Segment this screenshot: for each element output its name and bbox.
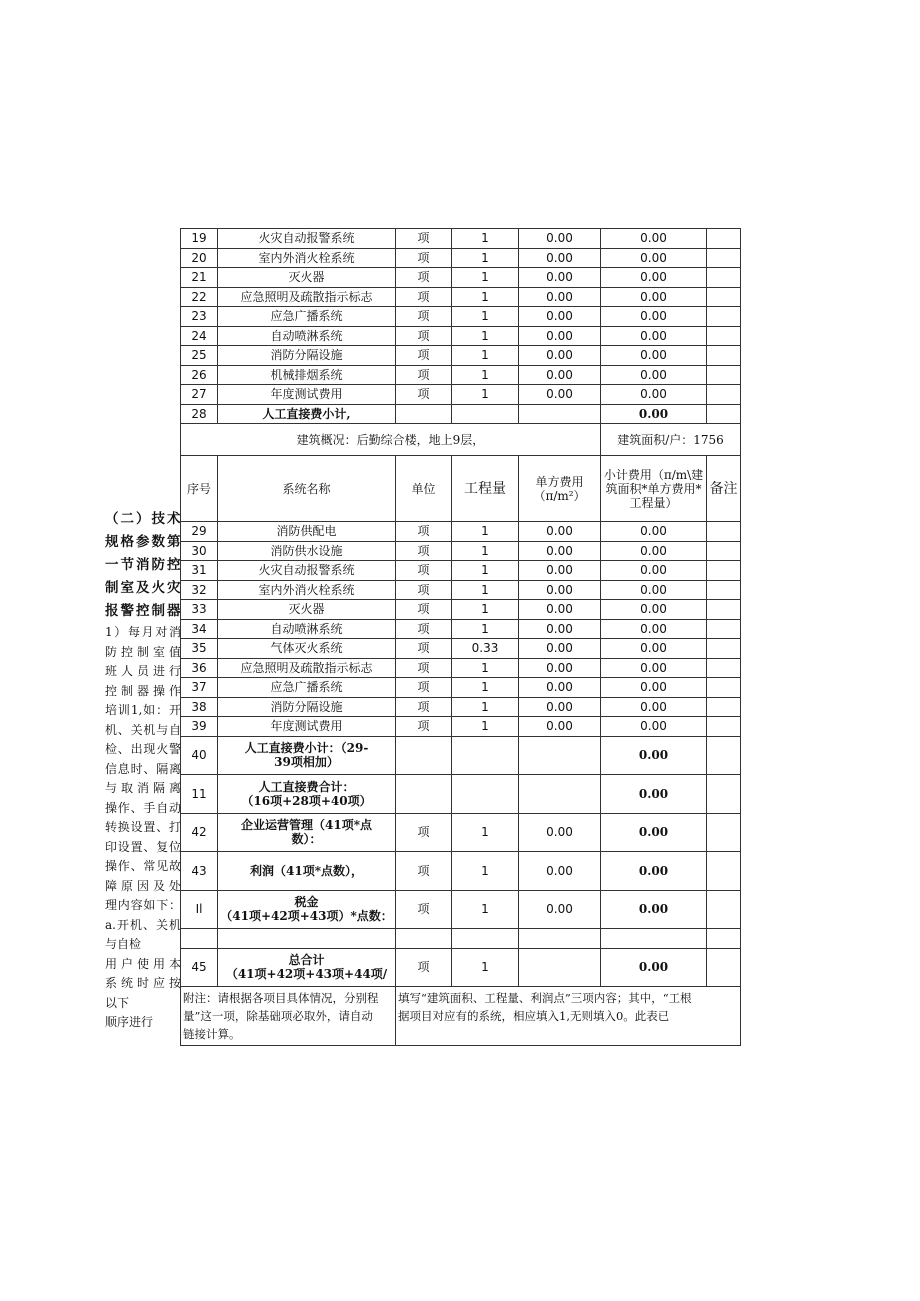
- header-qty: 工程量: [452, 456, 519, 522]
- row-number: 36: [181, 658, 218, 678]
- remark-cell: [707, 404, 741, 424]
- sidebar-heading-line: （二）技术: [105, 511, 181, 527]
- unit-price-cell: 0.00: [519, 639, 601, 659]
- table-row: [181, 229, 741, 249]
- remark-cell: [707, 948, 741, 987]
- summary-row: [181, 948, 741, 987]
- remark-cell: [707, 890, 741, 929]
- system-name: 人工直接费合计： （16项+28项+40项）: [218, 775, 396, 814]
- table-row: [181, 385, 741, 405]
- quantity-cell: 1: [452, 948, 519, 987]
- unit-price-cell: 0.00: [519, 522, 601, 542]
- unit-price-cell: 0.00: [519, 248, 601, 268]
- unit-price-cell: 0.00: [519, 717, 601, 737]
- table-row: [181, 287, 741, 307]
- system-name: 自动喷淋系统: [218, 619, 396, 639]
- sidebar-body-line: 与自检: [105, 937, 142, 951]
- system-name: 应急照明及疏散指示标志: [218, 287, 396, 307]
- unit-price-cell: 0.00: [519, 365, 601, 385]
- unit-cell: 项: [396, 717, 452, 737]
- remark-cell: [707, 619, 741, 639]
- sidebar-text: [105, 508, 181, 1033]
- sidebar-body-line: 检、出现火警: [105, 742, 181, 756]
- unit-price-cell: 0.00: [519, 268, 601, 288]
- spacer-row: [181, 929, 741, 949]
- quantity-cell: 1: [452, 717, 519, 737]
- sidebar-body-line: 理内容如下：: [105, 898, 181, 912]
- quantity-cell: 1: [452, 600, 519, 620]
- quantity-cell: 1: [452, 813, 519, 852]
- row-number: 29: [181, 522, 218, 542]
- unit-cell: 项: [396, 813, 452, 852]
- remark-cell: [707, 522, 741, 542]
- quantity-cell: 1: [452, 522, 519, 542]
- header-name: 系统名称: [218, 456, 396, 522]
- sidebar-body-line: 培训1,如：开: [105, 703, 181, 717]
- table-row: [181, 346, 741, 366]
- quantity-cell: 1: [452, 229, 519, 249]
- table-row: [181, 658, 741, 678]
- summary-row: [181, 813, 741, 852]
- table-row: [181, 697, 741, 717]
- subtotal-cell: 0.00: [601, 268, 707, 288]
- subtotal-cell: 0.00: [601, 365, 707, 385]
- system-name: 应急照明及疏散指示标志: [218, 658, 396, 678]
- remark-cell: [707, 813, 741, 852]
- unit-cell: 项: [396, 268, 452, 288]
- empty-cell: [452, 929, 519, 949]
- sidebar-body-line: a.开机、关机: [105, 917, 181, 932]
- quantity-cell: 1: [452, 346, 519, 366]
- subtotal-cell: 0.00: [601, 736, 707, 775]
- quantity-cell: 1: [452, 697, 519, 717]
- sidebar-body-line: 障原因及处: [105, 878, 181, 893]
- sidebar-body-line: 系统时应按: [105, 976, 181, 990]
- system-name: 利润（41项*点数），: [218, 852, 396, 891]
- subtotal-cell: 0.00: [601, 346, 707, 366]
- unit-cell: 项: [396, 365, 452, 385]
- subtotal-cell: 0.00: [601, 852, 707, 891]
- system-name: 年度测试费用: [218, 717, 396, 737]
- subtotal-cell: 0.00: [601, 600, 707, 620]
- table-row: [181, 307, 741, 327]
- subtotal-cell: 0.00: [601, 775, 707, 814]
- table-row: [181, 639, 741, 659]
- header-unit: 单位: [396, 456, 452, 522]
- system-name: 灭火器: [218, 268, 396, 288]
- quantity-cell: 1: [452, 561, 519, 581]
- unit-cell: 项: [396, 541, 452, 561]
- header-no: 序号: [181, 456, 218, 522]
- empty-cell: [519, 929, 601, 949]
- system-name: 消防供水设施: [218, 541, 396, 561]
- remark-cell: [707, 775, 741, 814]
- sidebar-heading-line: 一节消防控: [105, 557, 181, 573]
- row-number: 42: [181, 813, 218, 852]
- row-number: 23: [181, 307, 218, 327]
- table-row: [181, 600, 741, 620]
- row-number: 31: [181, 561, 218, 581]
- subtotal-cell: 0.00: [601, 287, 707, 307]
- row-number: 26: [181, 365, 218, 385]
- subtotal-cell: 0.00: [601, 813, 707, 852]
- unit-cell: 项: [396, 948, 452, 987]
- subtotal-cell: 0.00: [601, 385, 707, 405]
- row-number: 20: [181, 248, 218, 268]
- unit-cell: 项: [396, 619, 452, 639]
- sidebar-body-line: 班人员进行: [105, 664, 181, 678]
- unit-price-cell: [519, 736, 601, 775]
- summary-row: [181, 775, 741, 814]
- unit-cell: 项: [396, 287, 452, 307]
- quantity-cell: 1: [452, 852, 519, 891]
- system-name: 年度测试费用: [218, 385, 396, 405]
- sidebar-body-line: 信息时、隔离: [105, 761, 181, 776]
- unit-cell: 项: [396, 852, 452, 891]
- sidebar-body-line: 机、关机与自: [105, 722, 181, 737]
- subtotal-cell: 0.00: [601, 890, 707, 929]
- system-name: 灭火器: [218, 600, 396, 620]
- unit-price-cell: 0.00: [519, 229, 601, 249]
- remark-cell: [707, 287, 741, 307]
- quantity-cell: 1: [452, 890, 519, 929]
- sidebar-heading-line: 报警控制器: [105, 603, 181, 619]
- header-remark: 备注: [707, 456, 741, 522]
- empty-cell: [181, 929, 218, 949]
- unit-price-cell: 0.00: [519, 890, 601, 929]
- fee-table: [180, 228, 741, 1046]
- sidebar-heading-line: 制室及火灾: [105, 580, 181, 596]
- subtotal-row: [181, 404, 741, 424]
- subtotal-cell: 0.00: [601, 580, 707, 600]
- remark-cell: [707, 678, 741, 698]
- quantity-cell: 1: [452, 678, 519, 698]
- remark-cell: [707, 852, 741, 891]
- remark-cell: [707, 580, 741, 600]
- system-name: 总合计 （41项+42项+43项+44项/: [218, 948, 396, 987]
- row-number: 43: [181, 852, 218, 891]
- unit-cell: 项: [396, 522, 452, 542]
- unit-price-cell: 0.00: [519, 852, 601, 891]
- sidebar-heading-line: 规格参数第: [105, 534, 181, 550]
- subtotal-cell: 0.00: [601, 697, 707, 717]
- unit-price-cell: 0.00: [519, 561, 601, 581]
- system-name: 自动喷淋系统: [218, 326, 396, 346]
- unit-cell: 项: [396, 385, 452, 405]
- quantity-cell: 1: [452, 326, 519, 346]
- sidebar-body-line: 以下: [105, 995, 130, 1010]
- subtotal-cell: 0.00: [601, 717, 707, 737]
- unit-cell: 项: [396, 307, 452, 327]
- row-number: 22: [181, 287, 218, 307]
- unit-price-cell: [519, 775, 601, 814]
- quantity-cell: [452, 736, 519, 775]
- quantity-cell: 1: [452, 287, 519, 307]
- subtotal-cell: 0.00: [601, 229, 707, 249]
- unit-cell: 项: [396, 658, 452, 678]
- remark-cell: [707, 229, 741, 249]
- subtotal-cell: 0.00: [601, 248, 707, 268]
- unit-cell: [396, 775, 452, 814]
- sidebar-body-line: 控制器操作: [105, 683, 181, 698]
- system-name: 室内外消火栓系统: [218, 248, 396, 268]
- unit-cell: 项: [396, 697, 452, 717]
- sidebar-body-line: 印设置、复位: [105, 839, 181, 854]
- unit-price-cell: 0.00: [519, 307, 601, 327]
- row-number: 34: [181, 619, 218, 639]
- unit-price-cell: 0.00: [519, 385, 601, 405]
- system-name: 室内外消火栓系统: [218, 580, 396, 600]
- unit-price-cell: 0.00: [519, 580, 601, 600]
- unit-cell: 项: [396, 600, 452, 620]
- quantity-cell: 1: [452, 365, 519, 385]
- header-unit-price: 单方费用（π/m²）: [519, 456, 601, 522]
- row-number: Il: [181, 890, 218, 929]
- row-number: 37: [181, 678, 218, 698]
- system-name: 火灾自动报警系统: [218, 229, 396, 249]
- quantity-cell: [452, 775, 519, 814]
- subtotal-cell: 0.00: [601, 541, 707, 561]
- unit-price-cell: 0.00: [519, 326, 601, 346]
- quantity-cell: 1: [452, 307, 519, 327]
- remark-cell: [707, 385, 741, 405]
- table-row: [181, 678, 741, 698]
- row-number: 24: [181, 326, 218, 346]
- system-name: 人工直接费小计：（29- 39项相加）: [218, 736, 396, 775]
- subtotal-cell: 0.00: [601, 522, 707, 542]
- subtotal-cell: 0.00: [601, 639, 707, 659]
- summary-row: [181, 852, 741, 891]
- empty-cell: [707, 929, 741, 949]
- empty-cell: [601, 929, 707, 949]
- unit-cell: 项: [396, 326, 452, 346]
- subtotal-cell: 0.00: [601, 561, 707, 581]
- remark-cell: [707, 658, 741, 678]
- unit-cell: 项: [396, 346, 452, 366]
- row-number: 30: [181, 541, 218, 561]
- system-name: 火灾自动报警系统: [218, 561, 396, 581]
- empty-cell: [218, 929, 396, 949]
- quantity-cell: 1: [452, 248, 519, 268]
- table-row: [181, 365, 741, 385]
- remark-cell: [707, 365, 741, 385]
- empty-cell: [396, 929, 452, 949]
- system-name: 应急广播系统: [218, 678, 396, 698]
- subtotal-cell: 0.00: [601, 326, 707, 346]
- table-row: [181, 268, 741, 288]
- subtotal-cell: 0.00: [601, 948, 707, 987]
- remark-cell: [707, 248, 741, 268]
- subtotal-cell: 0.00: [601, 678, 707, 698]
- remark-cell: [707, 736, 741, 775]
- quantity-cell: 1: [452, 658, 519, 678]
- quantity-cell: 0.33: [452, 639, 519, 659]
- remark-cell: [707, 697, 741, 717]
- unit-price-cell: 0.00: [519, 600, 601, 620]
- unit-price-cell: 0.00: [519, 678, 601, 698]
- unit-price-cell: 0.00: [519, 541, 601, 561]
- unit-price-cell: 0.00: [519, 697, 601, 717]
- row-number: 40: [181, 736, 218, 775]
- header-subtotal: 小计费用（π/m\建筑面积*单方费用*工程量）: [601, 456, 707, 522]
- summary-row: [181, 890, 741, 929]
- table-row: [181, 326, 741, 346]
- unit-cell: 项: [396, 229, 452, 249]
- unit-price-cell: 0.00: [519, 619, 601, 639]
- note-left: 附注：请根据各项目具体情况，分别程 量”这一项，除基础项必取外，请自动 链接计算。: [181, 987, 396, 1046]
- subtotal-cell: 0.00: [601, 404, 707, 424]
- remark-cell: [707, 268, 741, 288]
- remark-cell: [707, 541, 741, 561]
- unit-cell: 项: [396, 248, 452, 268]
- system-name: 消防分隔设施: [218, 346, 396, 366]
- unit-cell: [396, 736, 452, 775]
- unit-price-cell: [519, 948, 601, 987]
- unit-cell: 项: [396, 561, 452, 581]
- row-number: 11: [181, 775, 218, 814]
- table-row: [181, 561, 741, 581]
- system-name: 税金 （41项+42项+43项）*点数：: [218, 890, 396, 929]
- sidebar-body-line: 防控制室值: [105, 644, 181, 659]
- note-right: 填写“建筑面积、工程量、利润点”三项内容；其中，“工根 据项目对应有的系统，相应填入1,无则填入0。此表已: [396, 987, 741, 1046]
- row-number: 32: [181, 580, 218, 600]
- sidebar-body-line: 与取消隔离: [105, 781, 181, 795]
- unit-cell: 项: [396, 580, 452, 600]
- system-name: 机械排烟系统: [218, 365, 396, 385]
- quantity-cell: 1: [452, 541, 519, 561]
- building-overview: 建筑概况：后勤综合楼，地上9层，: [181, 424, 601, 456]
- sidebar-body-line: 1）每月对消: [105, 625, 181, 639]
- table-row: [181, 522, 741, 542]
- unit-price-cell: 0.00: [519, 346, 601, 366]
- sidebar-body-line: 顺序进行: [105, 1015, 154, 1029]
- unit-price-cell: 0.00: [519, 813, 601, 852]
- subtotal-cell: 0.00: [601, 619, 707, 639]
- row-number: 35: [181, 639, 218, 659]
- system-name: 人工直接费小计,: [218, 404, 396, 424]
- quantity-cell: 1: [452, 619, 519, 639]
- unit-price-cell: 0.00: [519, 287, 601, 307]
- table-row: [181, 619, 741, 639]
- row-number: 21: [181, 268, 218, 288]
- sidebar-body-line: 转换设置、打: [105, 820, 181, 834]
- row-number: 28: [181, 404, 218, 424]
- subtotal-cell: 0.00: [601, 658, 707, 678]
- remark-cell: [707, 346, 741, 366]
- remark-cell: [707, 326, 741, 346]
- sidebar-body-line: 操作、常见故: [105, 859, 181, 873]
- table-row: [181, 541, 741, 561]
- subtotal-cell: 0.00: [601, 307, 707, 327]
- row-number: 45: [181, 948, 218, 987]
- row-number: 25: [181, 346, 218, 366]
- remark-cell: [707, 717, 741, 737]
- system-name: 消防供配电: [218, 522, 396, 542]
- summary-row: [181, 736, 741, 775]
- header-row: [181, 456, 741, 522]
- remark-cell: [707, 600, 741, 620]
- building-info-row: [181, 424, 741, 456]
- sidebar-body-line: 操作、手自动: [105, 800, 181, 815]
- row-number: 38: [181, 697, 218, 717]
- unit-price-cell: [519, 404, 601, 424]
- quantity-cell: 1: [452, 580, 519, 600]
- sidebar-body-line: 用户使用本: [105, 956, 181, 971]
- remark-cell: [707, 561, 741, 581]
- building-area: 建筑面积/户：1756: [601, 424, 741, 456]
- row-number: 19: [181, 229, 218, 249]
- unit-cell: 项: [396, 639, 452, 659]
- quantity-cell: 1: [452, 385, 519, 405]
- row-number: 39: [181, 717, 218, 737]
- remark-cell: [707, 639, 741, 659]
- system-name: 应急广播系统: [218, 307, 396, 327]
- unit-cell: 项: [396, 890, 452, 929]
- unit-cell: 项: [396, 678, 452, 698]
- table-row: [181, 717, 741, 737]
- unit-cell: [396, 404, 452, 424]
- quantity-cell: 1: [452, 268, 519, 288]
- system-name: 消防分隔设施: [218, 697, 396, 717]
- note-row: [181, 987, 741, 1046]
- row-number: 27: [181, 385, 218, 405]
- system-name: 企业运营管理（41项*点 数）：: [218, 813, 396, 852]
- unit-price-cell: 0.00: [519, 658, 601, 678]
- row-number: 33: [181, 600, 218, 620]
- table-row: [181, 248, 741, 268]
- table-row: [181, 580, 741, 600]
- system-name: 气体灭火系统: [218, 639, 396, 659]
- quantity-cell: [452, 404, 519, 424]
- remark-cell: [707, 307, 741, 327]
